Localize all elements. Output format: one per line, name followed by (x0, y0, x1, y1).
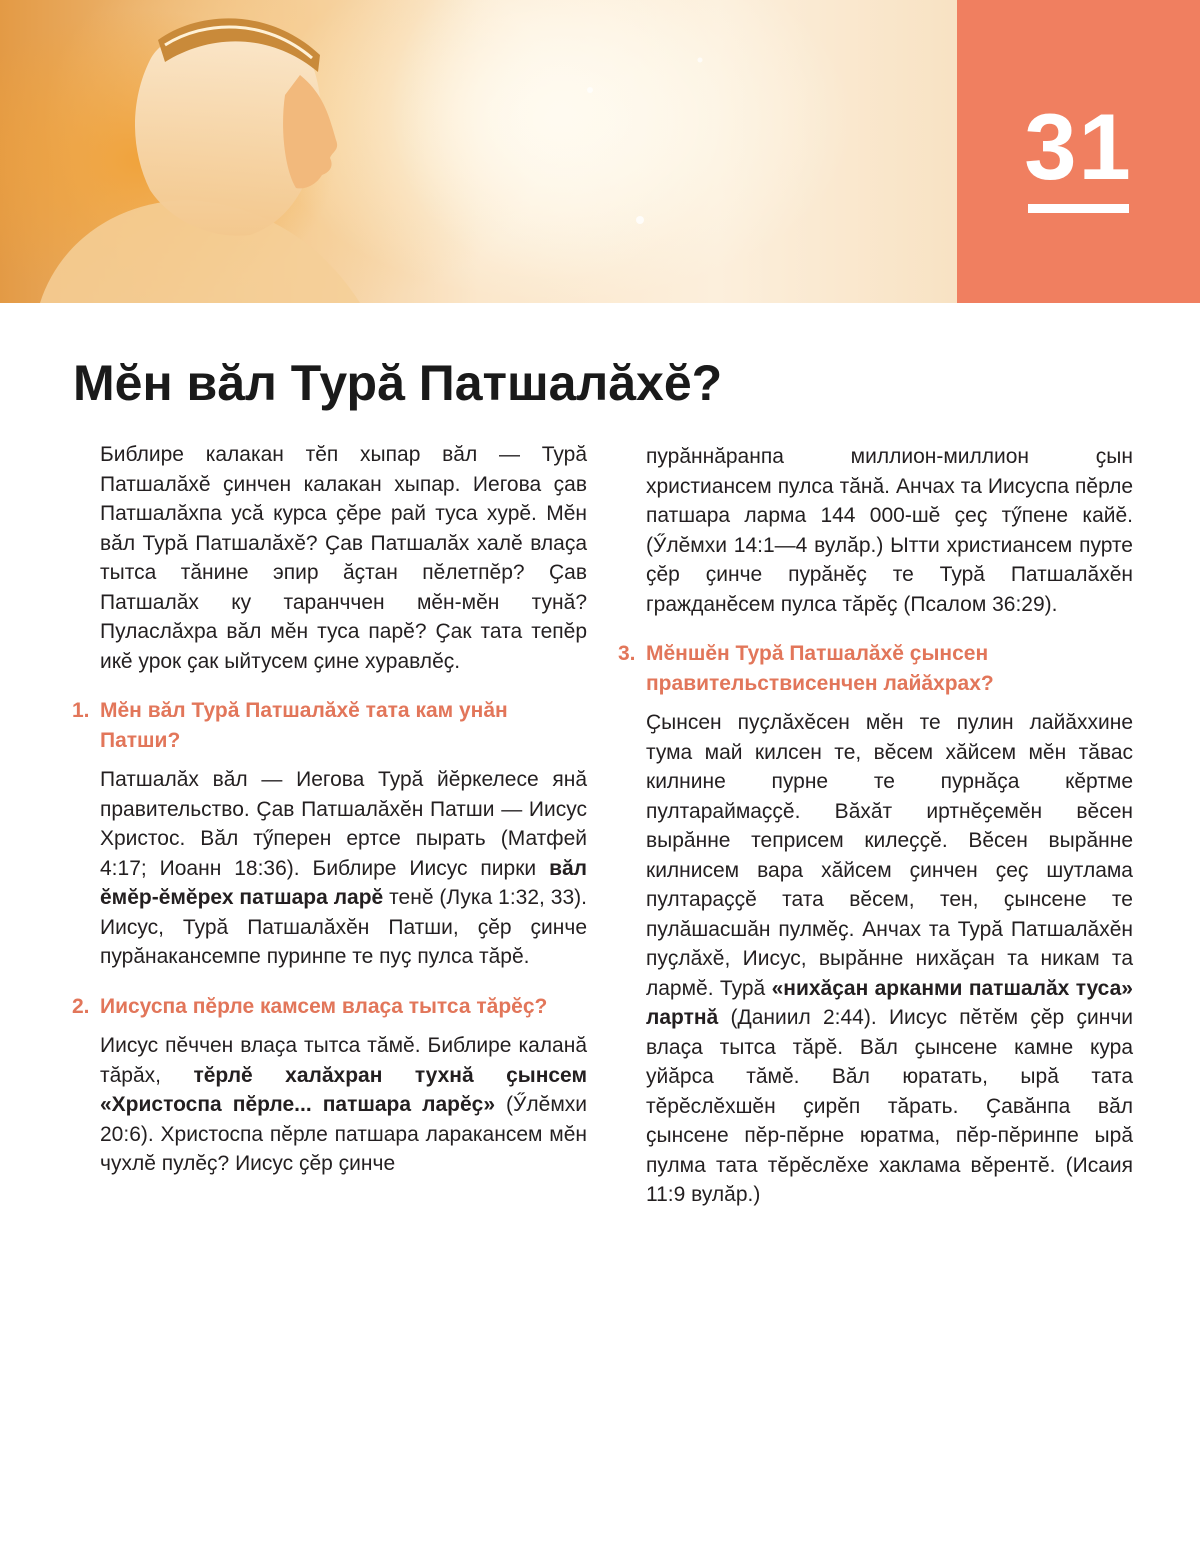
section-2-number: 2. (72, 994, 90, 1018)
section-2-emphasis: тӗрлӗ халӑхран тухнӑ ҫынсем «Христоспа пӗрле... патшара ларӗҫ» (100, 1063, 587, 1116)
section-3-text-before: Ҫынсен пуҫлӑхӗсен мӗн те пулин лайӑххине тума май килсен те, вӗсем хӑйсем мӗн тӑвас килнине пурне те пурнӑҫа кӗртме пултараймаҫҫӗ. Вӑхӑт иртнӗҫемӗн вӗсен вырӑнне теприсем килеҫҫӗ. Вӗсен вырӑнне килнисем вара хӑйсем ҫинчен ҫеҫ шутлама пултараҫҫӗ тата вӗсем, тен, ҫынсене те пулӑшасшӑн пулмӗҫ. Анчах та Турӑ Патшалӑхӗн пуҫлӑхӗ, Иисус, вырӑнне нихӑҫан та никам та лармӗ. Турӑ (646, 711, 1133, 1000)
section-3-heading-text: Мӗншӗн Турӑ Патшалӑхӗ ҫынсен правительствисенчен лайӑхрах? (646, 642, 994, 695)
lesson-number: 31 (1024, 94, 1133, 199)
right-column (618, 440, 1133, 1210)
intro-paragraph: Библире калакан тӗп хыпар вӑл — Турӑ Патшалӑхӗ ҫинчен калакан хыпар. Иегова ҫав Патшалӑхпа усӑ курса ҫӗре рай туса хурӗ. Мӗн вӑл Турӑ Патшалӑхӗ? Ҫав Патшалӑх халӗ влаҫа тытса тӑнине эпир ӑҫтан пӗлетпӗр? Ҫав Патшалӑх ку таранччен мӗн-мӗн тунӑ? Пуласлӑхра вӑл мӗн туса парӗ? Ҫак тата тепӗр икӗ урок ҫак ыйтусем ҫине хуравлӗҫ. (100, 443, 587, 673)
header-illustration (0, 0, 957, 303)
section-2-text-after-part1: (Ӳлӗмхи 20:6). Христоспа пӗрле патшара ларакансем мӗн чухлӗ пулӗҫ? Иисус ҫӗр ҫинче (100, 1093, 587, 1175)
section-2-text-start (100, 1031, 587, 1179)
section-3-heading (618, 639, 1133, 698)
section-3-number: 3. (618, 642, 636, 665)
section-2-heading (72, 992, 587, 1022)
section-3-text (646, 708, 1133, 1210)
section-1-text (100, 765, 587, 972)
section-3-emphasis: «нихӑҫан арканми патшалӑх туса» лартнӑ (646, 976, 1133, 1029)
crowned-king-illustration (0, 0, 957, 303)
section-2-text-after-part2: пурӑннӑранпа миллион-миллион ҫын христиансем пулса тӑнӑ. Анчах та Иисуспа пӗрле патшара ларма 144 000-шӗ ҫеҫ тӳпене кайӗ. (Ӳлӗмхи 14:1—4 вулӑр.) Ытти христиансем пурте ҫӗр ҫинче пурӑнӗҫ те Турӑ Патшалӑхӗн гражданӗсем пулса тӑрӗҫ (Псалом 36:29). (646, 445, 1133, 616)
page-title: Мӗн вӑл Турӑ Патшалӑхӗ? (73, 355, 723, 411)
section-1-heading-text: Мӗн вӑл Турӑ Патшалӑхӗ тата кам унӑн Патши? (100, 699, 508, 752)
section-1-emphasis: вӑл ӗмӗр-ӗмӗрех патшара ларӗ (100, 856, 587, 909)
section-1-heading (72, 696, 587, 755)
section-3-text-after: (Даниил 2:44). Иисус пӗтӗм ҫӗр ҫинчи влаҫа тытса тӑрӗ. Вӑл ҫынсене камне кура уйӑрса тӑмӗ. Вӑл юратать, ырӑ тата тӗрӗслӗхшӗн ҫирӗп тӑрать. Ҫавӑнпа вӑл ҫынсене пӗр-пӗрне юратма, пӗр-пӗринпе ырӑ пулма тата тӗрӗслӗхе хаклама вӗрентӗ. (Исаия 11:9 вулӑр.) (646, 1006, 1133, 1206)
section-1-text-before: Патшалӑх вӑл — Иегова Турӑ йӗркелесе янӑ правительство. Ҫав Патшалӑхӗн Патши — Иисус Христос. Вӑл тӳперен ертсе пырать (Матфей 4:17; Иоанн 18:36). Библире Иисус пирки (100, 768, 587, 880)
section-2-text-continued (646, 442, 1133, 619)
section-2-text-before: Иисус пӗччен влаҫа тытса тӑмӗ. Библире каланӑ тӑрӑх, (100, 1034, 587, 1087)
section-1-text-after: тенӗ (Лука 1:32, 33). Иисус, Турӑ Патшалӑхӗн Патши, ҫӗр ҫинче пурӑнакансемпе пуринпе те пуҫ пулса тӑрӗ. (100, 886, 587, 968)
section-2-heading-text: Иисуспа пӗрле камсем влаҫа тытса тӑрӗҫ? (100, 994, 548, 1018)
lesson-number-underline (1028, 204, 1129, 213)
left-column (72, 440, 587, 1179)
section-1-number: 1. (72, 699, 90, 722)
lesson-number-panel (957, 0, 1200, 303)
